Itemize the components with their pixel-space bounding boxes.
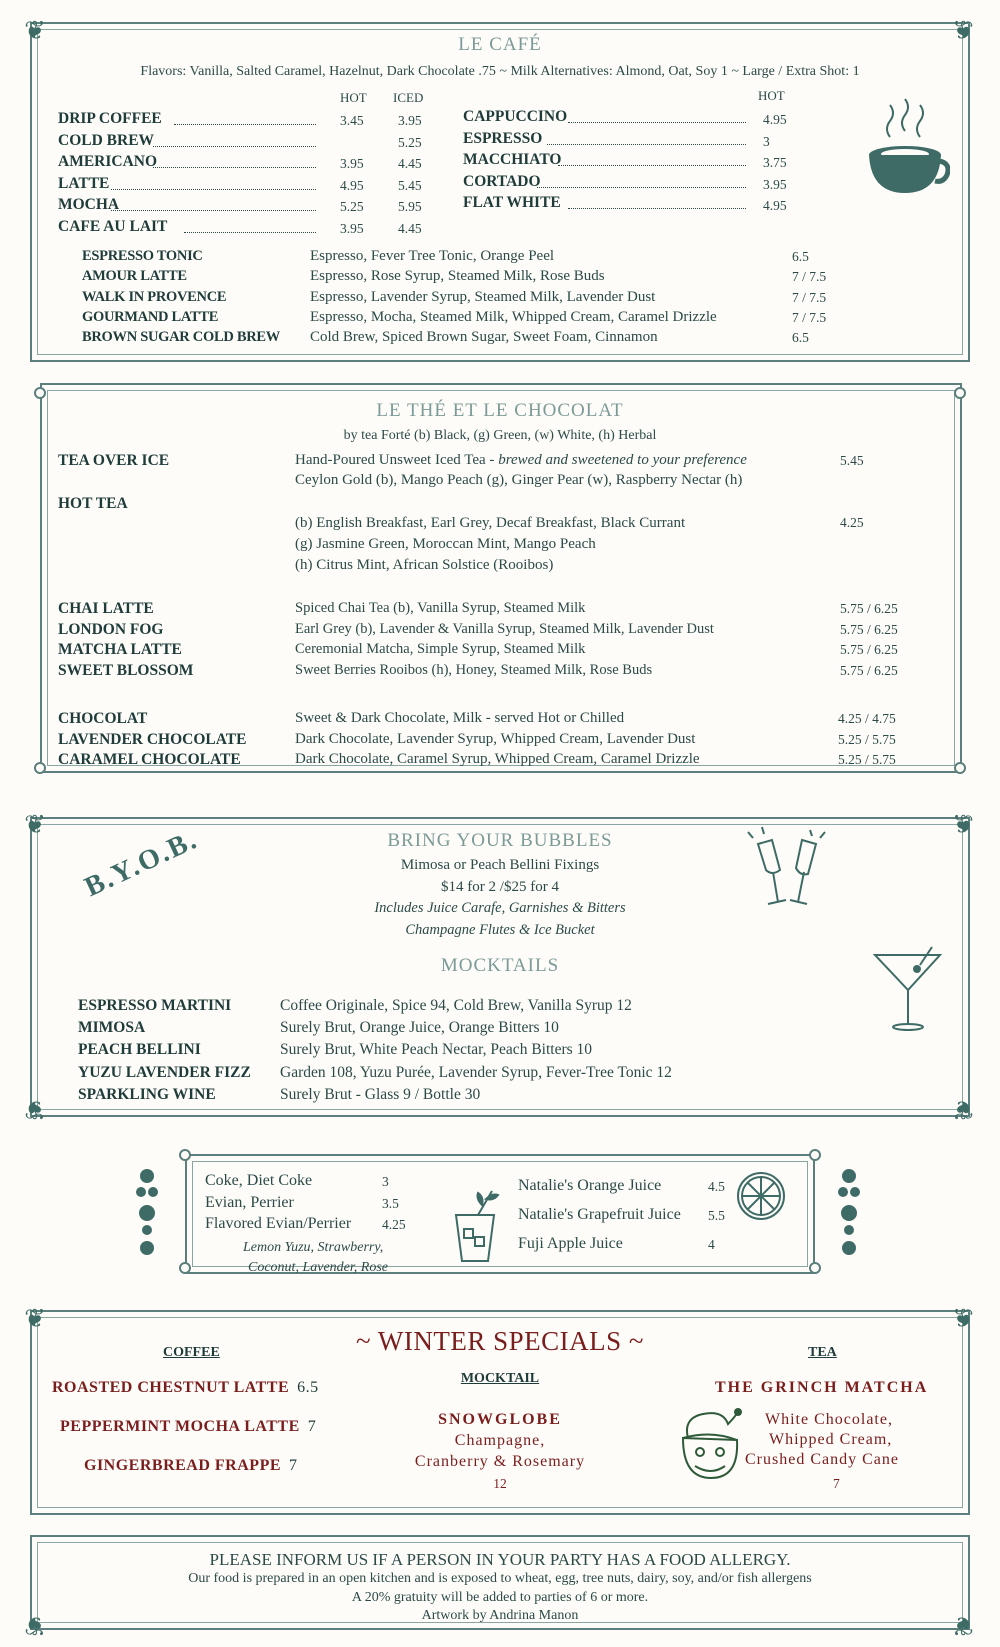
chocolate-name: CHOCOLAT: [58, 710, 148, 727]
byob-line1: Mimosa or Peach Bellini Fixings: [400, 857, 600, 873]
cafe-item-name: COLD BREW: [58, 131, 155, 149]
ornament-dot: [179, 1262, 191, 1274]
tea-latte-price: 5.75 / 6.25: [840, 601, 898, 616]
byob-title: BRING YOUR BUBBLES: [387, 830, 613, 851]
hot-column-label: HOT: [340, 90, 367, 105]
chocolate-price: 5.25 / 5.75: [838, 731, 896, 747]
mocktail-desc: Coffee Originale, Spice 94, Cold Brew, Vanilla Syrup 12: [280, 997, 632, 1014]
cafe-item-iced-price: 5.95: [398, 199, 422, 214]
grinch-matcha-line3: Crushed Candy Cane: [745, 1451, 899, 1468]
leader-dots: [537, 187, 747, 188]
tea-latte-desc: Spiced Chai Tea (b), Vanilla Syrup, Steamed Milk: [295, 600, 586, 616]
ornament-dot: [179, 1149, 191, 1161]
cafe-item-hot-price: 3.95: [340, 156, 364, 171]
tea-latte-price: 5.75 / 6.25: [840, 662, 898, 678]
winter-mocktail-label: MOCKTAIL: [460, 1371, 540, 1386]
hot-tea-line2: (g) Jasmine Green, Moroccan Mint, Mango Peach: [295, 536, 596, 552]
cafe-item-name: DRIP COFFEE: [58, 110, 162, 127]
specialty-price: 6.5: [792, 330, 809, 346]
chocolate-desc: Dark Chocolate, Lavender Syrup, Whipped Cream, Lavender Dust: [295, 730, 696, 747]
cafe-item-iced-price: 5.45: [398, 177, 422, 193]
specialty-desc: Cold Brew, Spiced Brown Sugar, Sweet Foam, Cinnamon: [310, 329, 658, 346]
tea-latte-name: CHAI LATTE: [58, 600, 154, 617]
juice-price: 4: [708, 1237, 715, 1252]
mocktail-name: SPARKLING WINE: [78, 1085, 216, 1103]
leader-dots: [547, 144, 746, 145]
tea-latte-desc: Sweet Berries Rooibos (h), Honey, Steamed Milk, Rose Buds: [295, 661, 653, 678]
specialty-desc: Espresso, Fever Tree Tonic, Orange Peel: [310, 248, 555, 264]
cafe-item-iced-price: 4.45: [398, 220, 422, 236]
chocolate-name: CARAMEL CHOCOLATE: [58, 751, 241, 768]
cafe-item-hot-price: 5.25: [340, 199, 364, 214]
tea-latte-name: MATCHA LATTE: [58, 641, 182, 658]
winter-coffee-name: GINGERBREAD FRAPPE: [84, 1457, 282, 1474]
cafe-item-name: LATTE: [58, 174, 110, 192]
hot-tea-name: HOT TEA: [58, 495, 128, 512]
grinch-icon: [673, 1408, 743, 1483]
mocktail-name: YUZU LAVENDER FIZZ: [78, 1063, 251, 1081]
soft-drink-price: 4.25: [382, 1217, 406, 1232]
byob-line2: $14 for 2 /$25 for 4: [441, 879, 559, 895]
hot-tea-line1: (b) English Breakfast, Earl Grey, Decaf Breakfast, Black Currant: [295, 515, 686, 531]
mocktail-name: PEACH BELLINI: [78, 1041, 201, 1059]
leaf-corner-icon: ❦: [952, 16, 974, 45]
chocolate-name: LAVENDER CHOCOLATE: [58, 730, 247, 748]
ornament-dot: [34, 762, 46, 774]
grinch-matcha-name: THE GRINCH MATCHA: [715, 1379, 929, 1396]
leaf-corner-icon: ❦: [24, 1095, 46, 1124]
juice-price: 4.5: [708, 1179, 725, 1194]
tea-latte-price: 5.75 / 6.25: [840, 621, 898, 637]
iced-drink-icon: [452, 1185, 502, 1265]
grinch-matcha-line1: White Chocolate,: [765, 1411, 893, 1428]
chocolate-price: 4.25 / 4.75: [838, 711, 896, 726]
cafe-item-name: CAFE AU LAIT: [58, 217, 168, 235]
ornament-icon: [835, 1168, 863, 1258]
specialty-name: ESPRESSO TONIC: [82, 248, 203, 264]
leaf-corner-icon: ❦: [952, 1304, 974, 1333]
winter-coffee-price: 7: [307, 1418, 317, 1435]
cafe-item-name: CAPPUCCINO: [463, 108, 568, 125]
specialty-price: 7 / 7.5: [792, 269, 827, 285]
leaf-corner-icon: ❦: [24, 16, 46, 45]
cafe-item-hot-price: 3.95: [763, 176, 787, 192]
winter-coffee-label: COFFEE: [163, 1345, 220, 1360]
tea-latte-desc: Ceremonial Matcha, Simple Syrup, Steamed Milk: [295, 641, 586, 657]
cafe-item-name: AMERICANO: [58, 153, 158, 170]
specialty-price: 7 / 7.5: [792, 289, 827, 305]
cafe-item-name: FLAT WHITE: [463, 194, 561, 211]
cafe-flavors: Flavors: Vanilla, Salted Caramel, Hazelnut, Dark Chocolate .75 ~ Milk Alternatives: Almond, Oat, Soy 1 ~ Large / Extra Shot: 1: [140, 64, 860, 79]
martini-icon: [870, 945, 945, 1035]
juice-price: 5.5: [708, 1208, 725, 1223]
chocolate-desc: Sweet & Dark Chocolate, Milk - served Hot or Chilled: [295, 710, 625, 726]
tea-over-ice-desc: [295, 452, 747, 469]
cafe-item-hot-price: 3: [763, 133, 770, 149]
leaf-corner-icon: ❦: [24, 1611, 46, 1640]
leader-dots: [153, 146, 317, 147]
citrus-slice-icon: [735, 1170, 787, 1222]
snowglobe-line1: Champagne,: [454, 1432, 546, 1449]
byob-badge: B.Y.O.B.: [80, 823, 203, 904]
leader-dots: [111, 210, 317, 211]
tea-over-ice-line1-italic: brewed and sweetened to your preference: [498, 452, 747, 468]
winter-coffee-name: ROASTED CHESTNUT LATTE: [52, 1379, 290, 1396]
soft-drink-price: 3: [382, 1174, 389, 1189]
mocktail-desc: Surely Brut, Orange Juice, Orange Bitters 10: [280, 1019, 559, 1037]
soft-drink-price: 3.5: [382, 1195, 399, 1211]
soft-drink-name: Coke, Diet Coke: [205, 1172, 313, 1189]
hot-column-label-right: HOT: [758, 88, 785, 103]
winter-coffee-price: 6.5: [297, 1379, 319, 1396]
snowglobe-price: 12: [493, 1476, 507, 1491]
cafe-item-name: ESPRESSO: [463, 129, 543, 147]
chocolate-desc: Dark Chocolate, Caramel Syrup, Whipped Cream, Caramel Drizzle: [295, 751, 700, 767]
coffee-cup-icon: [860, 95, 950, 205]
mocktail-desc: Surely Brut, White Peach Nectar, Peach Bitters 10: [280, 1041, 593, 1059]
cafe-item-hot-price: 4.95: [763, 198, 787, 213]
ornament-dot: [954, 387, 966, 399]
specialty-desc: Espresso, Lavender Syrup, Steamed Milk, Lavender Dust: [310, 288, 656, 305]
cafe-item-hot-price: 4.95: [763, 112, 787, 127]
leaf-corner-icon: ❦: [952, 810, 974, 839]
specialty-name: BROWN SUGAR COLD BREW: [82, 329, 280, 346]
byob-line4: Champagne Flutes & Ice Bucket: [405, 922, 595, 938]
tea-over-ice-name: TEA OVER ICE: [58, 452, 170, 469]
hot-tea-line3: (h) Citrus Mint, African Solstice (Rooibos): [295, 557, 554, 573]
tea-title: LE THÉ ET LE CHOCOLAT: [376, 400, 624, 421]
leader-dots: [558, 165, 747, 166]
cafe-item-iced-price: 4.45: [398, 156, 422, 171]
specialty-price: 6.5: [792, 249, 809, 264]
byob-line3: Includes Juice Carafe, Garnishes & Bitters: [374, 900, 626, 916]
snowglobe-line2: Cranberry & Rosemary: [414, 1453, 586, 1470]
mocktail-desc: Garden 108, Yuzu Purée, Lavender Syrup, Fever-Tree Tonic 12: [280, 1063, 672, 1081]
chocolate-price: 5.25 / 5.75: [838, 752, 896, 767]
cafe-item-hot-price: 3.95: [340, 220, 364, 236]
leaf-corner-icon: ❦: [952, 1611, 974, 1640]
ornament-dot: [34, 387, 46, 399]
leader-dots: [568, 122, 746, 123]
leaf-corner-icon: ❦: [24, 810, 46, 839]
specialty-name: GOURMAND LATTE: [82, 308, 219, 325]
flavored-water-flavors-line2: Coconut, Lavender, Rose: [248, 1260, 388, 1275]
tea-latte-price: 5.75 / 6.25: [840, 642, 898, 657]
leader-dots: [153, 167, 317, 168]
ornament-icon: [133, 1168, 161, 1258]
cafe-item-name: MOCHA: [58, 196, 120, 213]
allergy-notice: PLEASE INFORM US IF A PERSON IN YOUR PARTY HAS A FOOD ALLERGY.: [209, 1550, 791, 1569]
ornament-dot: [954, 762, 966, 774]
juice-name: Fuji Apple Juice: [518, 1235, 623, 1252]
leader-dots: [184, 232, 316, 233]
leader-dots: [174, 124, 317, 125]
mocktail-name: ESPRESSO MARTINI: [78, 997, 232, 1014]
leader-dots: [568, 208, 746, 209]
specialty-desc: Espresso, Rose Syrup, Steamed Milk, Rose Buds: [310, 268, 605, 285]
kitchen-notice: Our food is prepared in an open kitchen and is exposed to wheat, egg, tree nuts, dairy, soy, and/or fish allergens: [188, 1571, 812, 1586]
mocktail-name: MIMOSA: [78, 1019, 146, 1037]
ornament-dot: [809, 1149, 821, 1161]
tea-latte-name: SWEET BLOSSOM: [58, 661, 194, 679]
specialty-price: 7 / 7.5: [792, 309, 827, 325]
soft-drink-name: Flavored Evian/Perrier: [205, 1215, 352, 1232]
cafe-item-hot-price: 3.45: [340, 113, 364, 128]
leaf-corner-icon: ❦: [24, 1304, 46, 1333]
tea-subtitle: by tea Forté (b) Black, (g) Green, (w) White, (h) Herbal: [343, 428, 657, 443]
specialty-desc: Espresso, Mocha, Steamed Milk, Whipped Cream, Caramel Drizzle: [310, 308, 717, 325]
snowglobe-name: SNOWGLOBE: [438, 1411, 562, 1428]
tea-over-ice-price: 5.45: [840, 453, 864, 468]
cafe-title: LE CAFÉ: [458, 34, 542, 55]
tea-over-ice-line2: Ceylon Gold (b), Mango Peach (g), Ginger Pear (w), Raspberry Nectar (h): [295, 472, 743, 488]
flavored-water-flavors-line1: Lemon Yuzu, Strawberry,: [243, 1240, 384, 1255]
champagne-toast-icon: [740, 822, 835, 922]
specialty-name: AMOUR LATTE: [82, 268, 187, 285]
cafe-item-hot-price: 4.95: [340, 177, 364, 193]
mocktail-desc: Surely Brut - Glass 9 / Bottle 30: [280, 1085, 481, 1103]
cafe-item-iced-price: 5.25: [398, 134, 422, 150]
winter-title: ~ WINTER SPECIALS ~: [356, 1326, 644, 1356]
ornament-dot: [809, 1262, 821, 1274]
cafe-item-name: MACCHIATO: [463, 151, 562, 168]
juice-name: Natalie's Grapefruit Juice: [518, 1206, 681, 1223]
gratuity-notice: A 20% gratuity will be added to parties of 6 or more.: [351, 1590, 649, 1605]
specialty-name: WALK IN PROVENCE: [82, 288, 227, 305]
cafe-item-name: CORTADO: [463, 172, 541, 190]
soft-drink-name: Evian, Perrier: [205, 1193, 294, 1211]
tea-over-ice-line1: Hand-Poured Unsweet Iced Tea -: [295, 452, 499, 468]
tea-latte-desc: Earl Grey (b), Lavender & Vanilla Syrup, Steamed Milk, Lavender Dust: [295, 620, 714, 637]
iced-column-label: ICED: [393, 90, 424, 105]
winter-coffee-name: PEPPERMINT MOCHA LATTE: [60, 1418, 300, 1435]
leaf-corner-icon: ❦: [952, 1095, 974, 1124]
leader-dots: [111, 189, 317, 190]
cafe-item-hot-price: 3.75: [763, 155, 787, 170]
winter-tea-label: TEA: [808, 1345, 837, 1360]
cafe-item-iced-price: 3.95: [398, 113, 422, 128]
juice-name: Natalie's Orange Juice: [518, 1177, 662, 1194]
mocktails-title: MOCKTAILS: [440, 955, 560, 976]
artwork-credit: Artwork by Andrina Manon: [421, 1608, 579, 1623]
winter-coffee-price: 7: [289, 1457, 298, 1474]
grinch-matcha-price: 7: [833, 1476, 840, 1491]
tea-latte-name: LONDON FOG: [58, 620, 164, 638]
grinch-matcha-line2: Whipped Cream,: [769, 1431, 893, 1448]
hot-tea-price: 4.25: [840, 515, 864, 530]
